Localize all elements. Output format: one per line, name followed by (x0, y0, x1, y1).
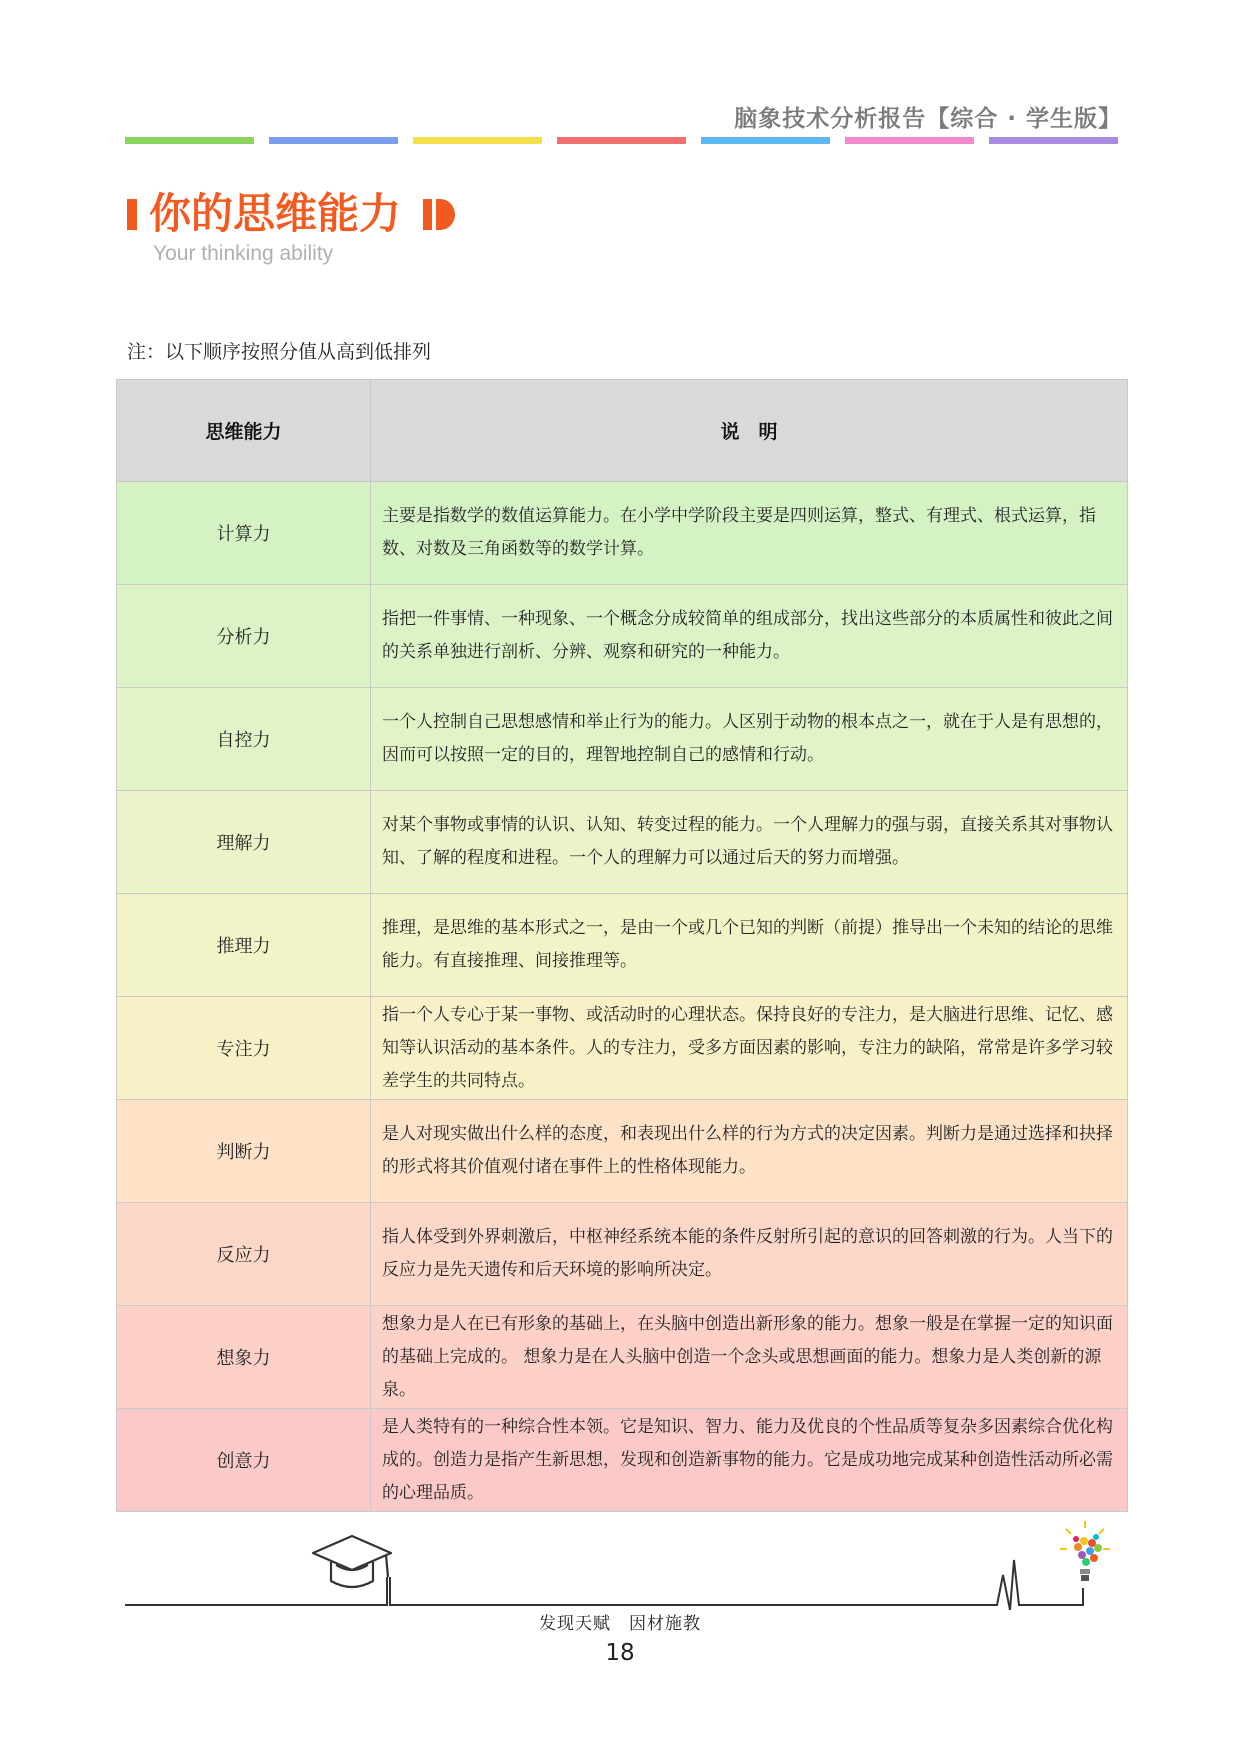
ability-name: 想象力 (117, 1306, 371, 1409)
ability-description: 想象力是人在已有形象的基础上，在头脑中创造出新形象的能力。想象一般是在掌握一定的知识面的基础上完成的。 想象力是在人头脑中创造一个念头或思想画面的能力。想象力是人类创新的源泉。 (371, 1306, 1128, 1409)
footer-slogan: 发现天赋 因材施教 (539, 1614, 701, 1634)
ability-name: 自控力 (117, 688, 371, 791)
color-bar (413, 137, 542, 144)
ability-name: 专注力 (117, 997, 371, 1100)
section-title: 你的思维能力 (149, 189, 402, 238)
table-row (117, 482, 1128, 585)
ability-description: 指一个人专心于某一事物、或活动时的心理状态。保持良好的专注力，是大脑进行思维、记忆、感知等认识活动的基本条件。人的专注力，受多方面因素的影响，专注力的缺陷，常常是许多学习较差学生的共同特点。 (371, 997, 1128, 1100)
ability-name: 理解力 (117, 791, 371, 894)
table-row (117, 1409, 1128, 1512)
ability-table (116, 379, 1128, 1512)
ability-description: 是人类特有的一种综合性本领。它是知识、智力、能力及优良的个性品质等复杂多因素综合优化构成的。创造力是指产生新思想，发现和创造新事物的能力。它是成功地完成某种创造性活动所必需的心理品质。 (371, 1409, 1128, 1512)
ability-name: 创意力 (117, 1409, 371, 1512)
color-bar (989, 137, 1118, 144)
footer-illustration (0, 1515, 1240, 1610)
color-bar (701, 137, 830, 144)
ability-description: 是人对现实做出什么样的态度，和表现出什么样的行为方式的决定因素。判断力是通过选择和抉择的形式将其价值观付诸在事件上的性格体现能力。 (371, 1100, 1128, 1203)
table-row (117, 894, 1128, 997)
table-row (117, 1306, 1128, 1409)
table-row (117, 688, 1128, 791)
graduation-cap-icon (313, 1536, 391, 1587)
color-bar (557, 137, 686, 144)
table-row (117, 1203, 1128, 1306)
page-number: 18 (605, 1640, 635, 1666)
table-row (117, 791, 1128, 894)
sort-note: 注：以下顺序按照分值从高到低排列 (127, 341, 432, 363)
section-subtitle: Your thinking ability (153, 242, 334, 265)
section-end-icon (423, 199, 455, 230)
color-bar (845, 137, 974, 144)
report-title: 脑象技术分析报告【综合 · 学生版】 (734, 106, 1122, 132)
header-description: 说 明 (371, 380, 1128, 482)
table-row (117, 1100, 1128, 1203)
ability-description: 对某个事物或事情的认识、认知、转变过程的能力。一个人理解力的强与弱，直接关系其对事物认知、了解的程度和进程。一个人的理解力可以通过后天的努力而增强。 (371, 791, 1128, 894)
table-row (117, 585, 1128, 688)
table-row (117, 997, 1128, 1100)
ability-description: 指人体受到外界刺激后，中枢神经系统本能的条件反射所引起的意识的回答刺激的行为。人当下的反应力是先天遗传和后天环境的影响所决定。 (371, 1203, 1128, 1306)
lightbulb-icon (1060, 1521, 1110, 1581)
ability-description: 指把一件事情、一种现象、一个概念分成较简单的组成部分，找出这些部分的本质属性和彼此之间的关系单独进行剖析、分辨、观察和研究的一种能力。 (371, 585, 1128, 688)
ability-description: 推理，是思维的基本形式之一，是由一个或几个已知的判断（前提）推导出一个未知的结论的思维能力。有直接推理、间接推理等。 (371, 894, 1128, 997)
ability-name: 推理力 (117, 894, 371, 997)
color-bar (125, 137, 254, 144)
ability-description: 主要是指数学的数值运算能力。在小学中学阶段主要是四则运算，整式、有理式、根式运算，指数、对数及三角函数等的数学计算。 (371, 482, 1128, 585)
ability-description: 一个人控制自己思想感情和举止行为的能力。人区别于动物的根本点之一，就在于人是有思想的，因而可以按照一定的目的，理智地控制自己的感情和行动。 (371, 688, 1128, 791)
color-bar (269, 137, 398, 144)
section-bar-icon (127, 199, 137, 230)
header-ability: 思维能力 (117, 380, 371, 482)
header-color-bars (125, 137, 1118, 144)
table-header-row (117, 380, 1128, 482)
ability-name: 计算力 (117, 482, 371, 585)
ability-name: 判断力 (117, 1100, 371, 1203)
ability-name: 分析力 (117, 585, 371, 688)
ability-name: 反应力 (117, 1203, 371, 1306)
